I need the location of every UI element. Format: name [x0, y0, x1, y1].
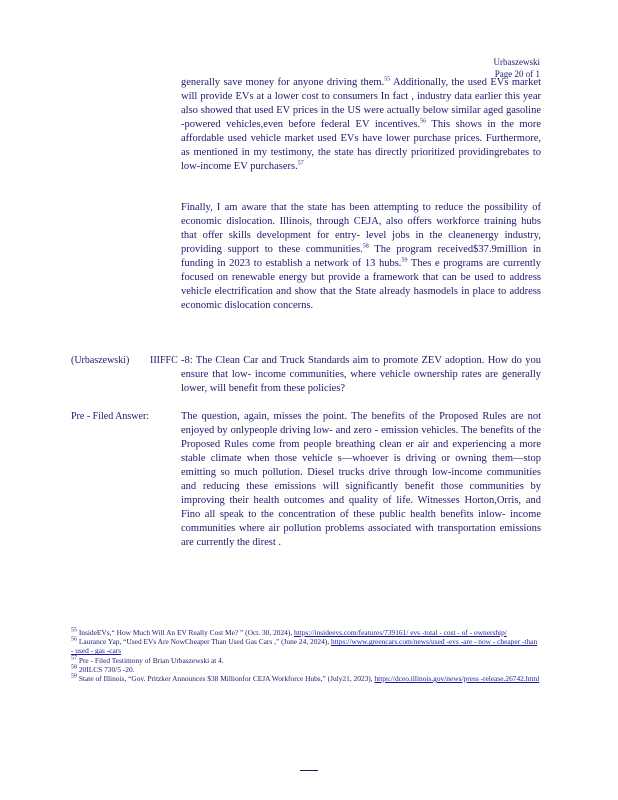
question-body: -8: The Clean Car and Truck Standards aim to promote ZEV adoption. How do you ensure that low- income communities, where vehicle ownership rates are generally lower, will benefit from these policies? — [181, 355, 541, 394]
page-bottom-rule — [300, 770, 318, 771]
paragraph-text: Thes e programs are currently focused on renewable energy but provide a framework that can be used to address vehicle electrification and show that the State already hasmodels in place to address economic dislocation concerns. — [181, 258, 541, 311]
paragraph-ev-savings — [181, 76, 541, 174]
footnote — [71, 665, 541, 674]
question-party-label: (Urbaszewski) — [71, 355, 130, 366]
footnote-number: 56 — [71, 636, 77, 643]
answer-label: Pre - Filed Answer: — [71, 411, 150, 422]
paragraph-text: Additionally, the used EVs market will provide EVs at a lower cost to consumers In fact , industry data earlier this year also showed that used EV prices in the US were actually below similar aged gasoline -powered vehicles,even before federal EV incentives. — [181, 77, 541, 130]
footnote-ref: 55 — [384, 76, 391, 83]
footnote-ref: 59 — [401, 257, 408, 264]
answer-text — [181, 410, 541, 550]
footnote — [71, 628, 541, 637]
footnote-number: 58 — [71, 664, 77, 671]
footnote-ref: 57 — [297, 160, 304, 167]
footnote-text: Laurance Yap, “Used EVs Are NowCheaper Than Used Gas Cars ,” (June 24, 2024), — [77, 637, 331, 647]
footnote-link[interactable]: https://dceo.illinois.gov/news/press -release.26742.html — [374, 674, 540, 684]
question-text — [181, 354, 541, 396]
header-name: Urbaszewski — [493, 57, 540, 67]
footnote-number: 59 — [71, 673, 77, 680]
footnote — [71, 674, 541, 683]
footnote-link[interactable]: https://www.greencars.com/news/used -evs -are - now - cheaper -than - used - gas -cars — [71, 637, 538, 656]
footnote-number: 57 — [71, 655, 77, 662]
footnote-number: 55 — [71, 627, 77, 634]
footnote-text: InsideEVs,“ How Much Will An EV Really Cost Me? ” (Oct. 30, 2024), — [77, 628, 295, 637]
paragraph-text: generally save money for anyone driving them. — [181, 77, 385, 88]
footnote — [71, 656, 541, 665]
footnote-ref: 58 — [362, 243, 369, 250]
footnote-text: Pre - Filed Testimony of Brian Urbaszewski at 4. — [77, 655, 224, 665]
footnote-text: 20ILCS 730/5 -20. — [77, 664, 135, 674]
question-id-label: IIIFFC — [150, 355, 178, 366]
header-page-number: Page 20 of 1 — [494, 69, 540, 79]
answer-body: The question, again, misses the point. The benefits of the Proposed Rules are not enjoyed by onlypeople driving low- and zero - emission vehicles. The benefits of the Proposed Rules come from people breathing clean er air and experiencing a more stable climate when those vehicle s—whoever is driving or owning them—stop emitting so much pollution. Diesel trucks drive through low-income communities and reducing these emissions will significantly benefit those communities by improving their health outcomes and quality of life. Witnesses Horton,Orris, and Fino all speak to the concentration of these public health benefits inlow- income communities where air pollution problems associated with transportation emissions are currently the direst . — [181, 411, 541, 548]
footnotes-section — [71, 628, 541, 683]
paragraph-text: This shows in the more affordable used vehicle market used EVs have lower purchase prices. Furthermore, as mentioned in my testimony, the state has directly prioritized providingrebates to low-income EV purchasers. — [181, 119, 541, 172]
footnote — [71, 637, 541, 655]
footnote-link[interactable]: https://insideevs.com/features/739161/ evs -total - cost - of - ownership/ — [294, 628, 507, 637]
paragraph-text: The program received$37.9million in funding in 2023 to establish a network of 13 hubs. — [181, 244, 541, 269]
paragraph-text: Finally, I am aware that the state has been attempting to reduce the possibility of economic dislocation. Illinois, through CEJA, also offers workforce training hubs that offer skills development for entry- level jobs in the cleanenergy industry, providing support to these communities. — [181, 202, 541, 255]
paragraph-economic-dislocation — [181, 201, 541, 313]
footnote-ref: 56 — [420, 118, 427, 125]
footnote-text: State of Illinois, “Gov. Pritzker Announces $38 Millionfor CEJA Workforce Hubs,” (July21, 2023), — [77, 674, 375, 684]
